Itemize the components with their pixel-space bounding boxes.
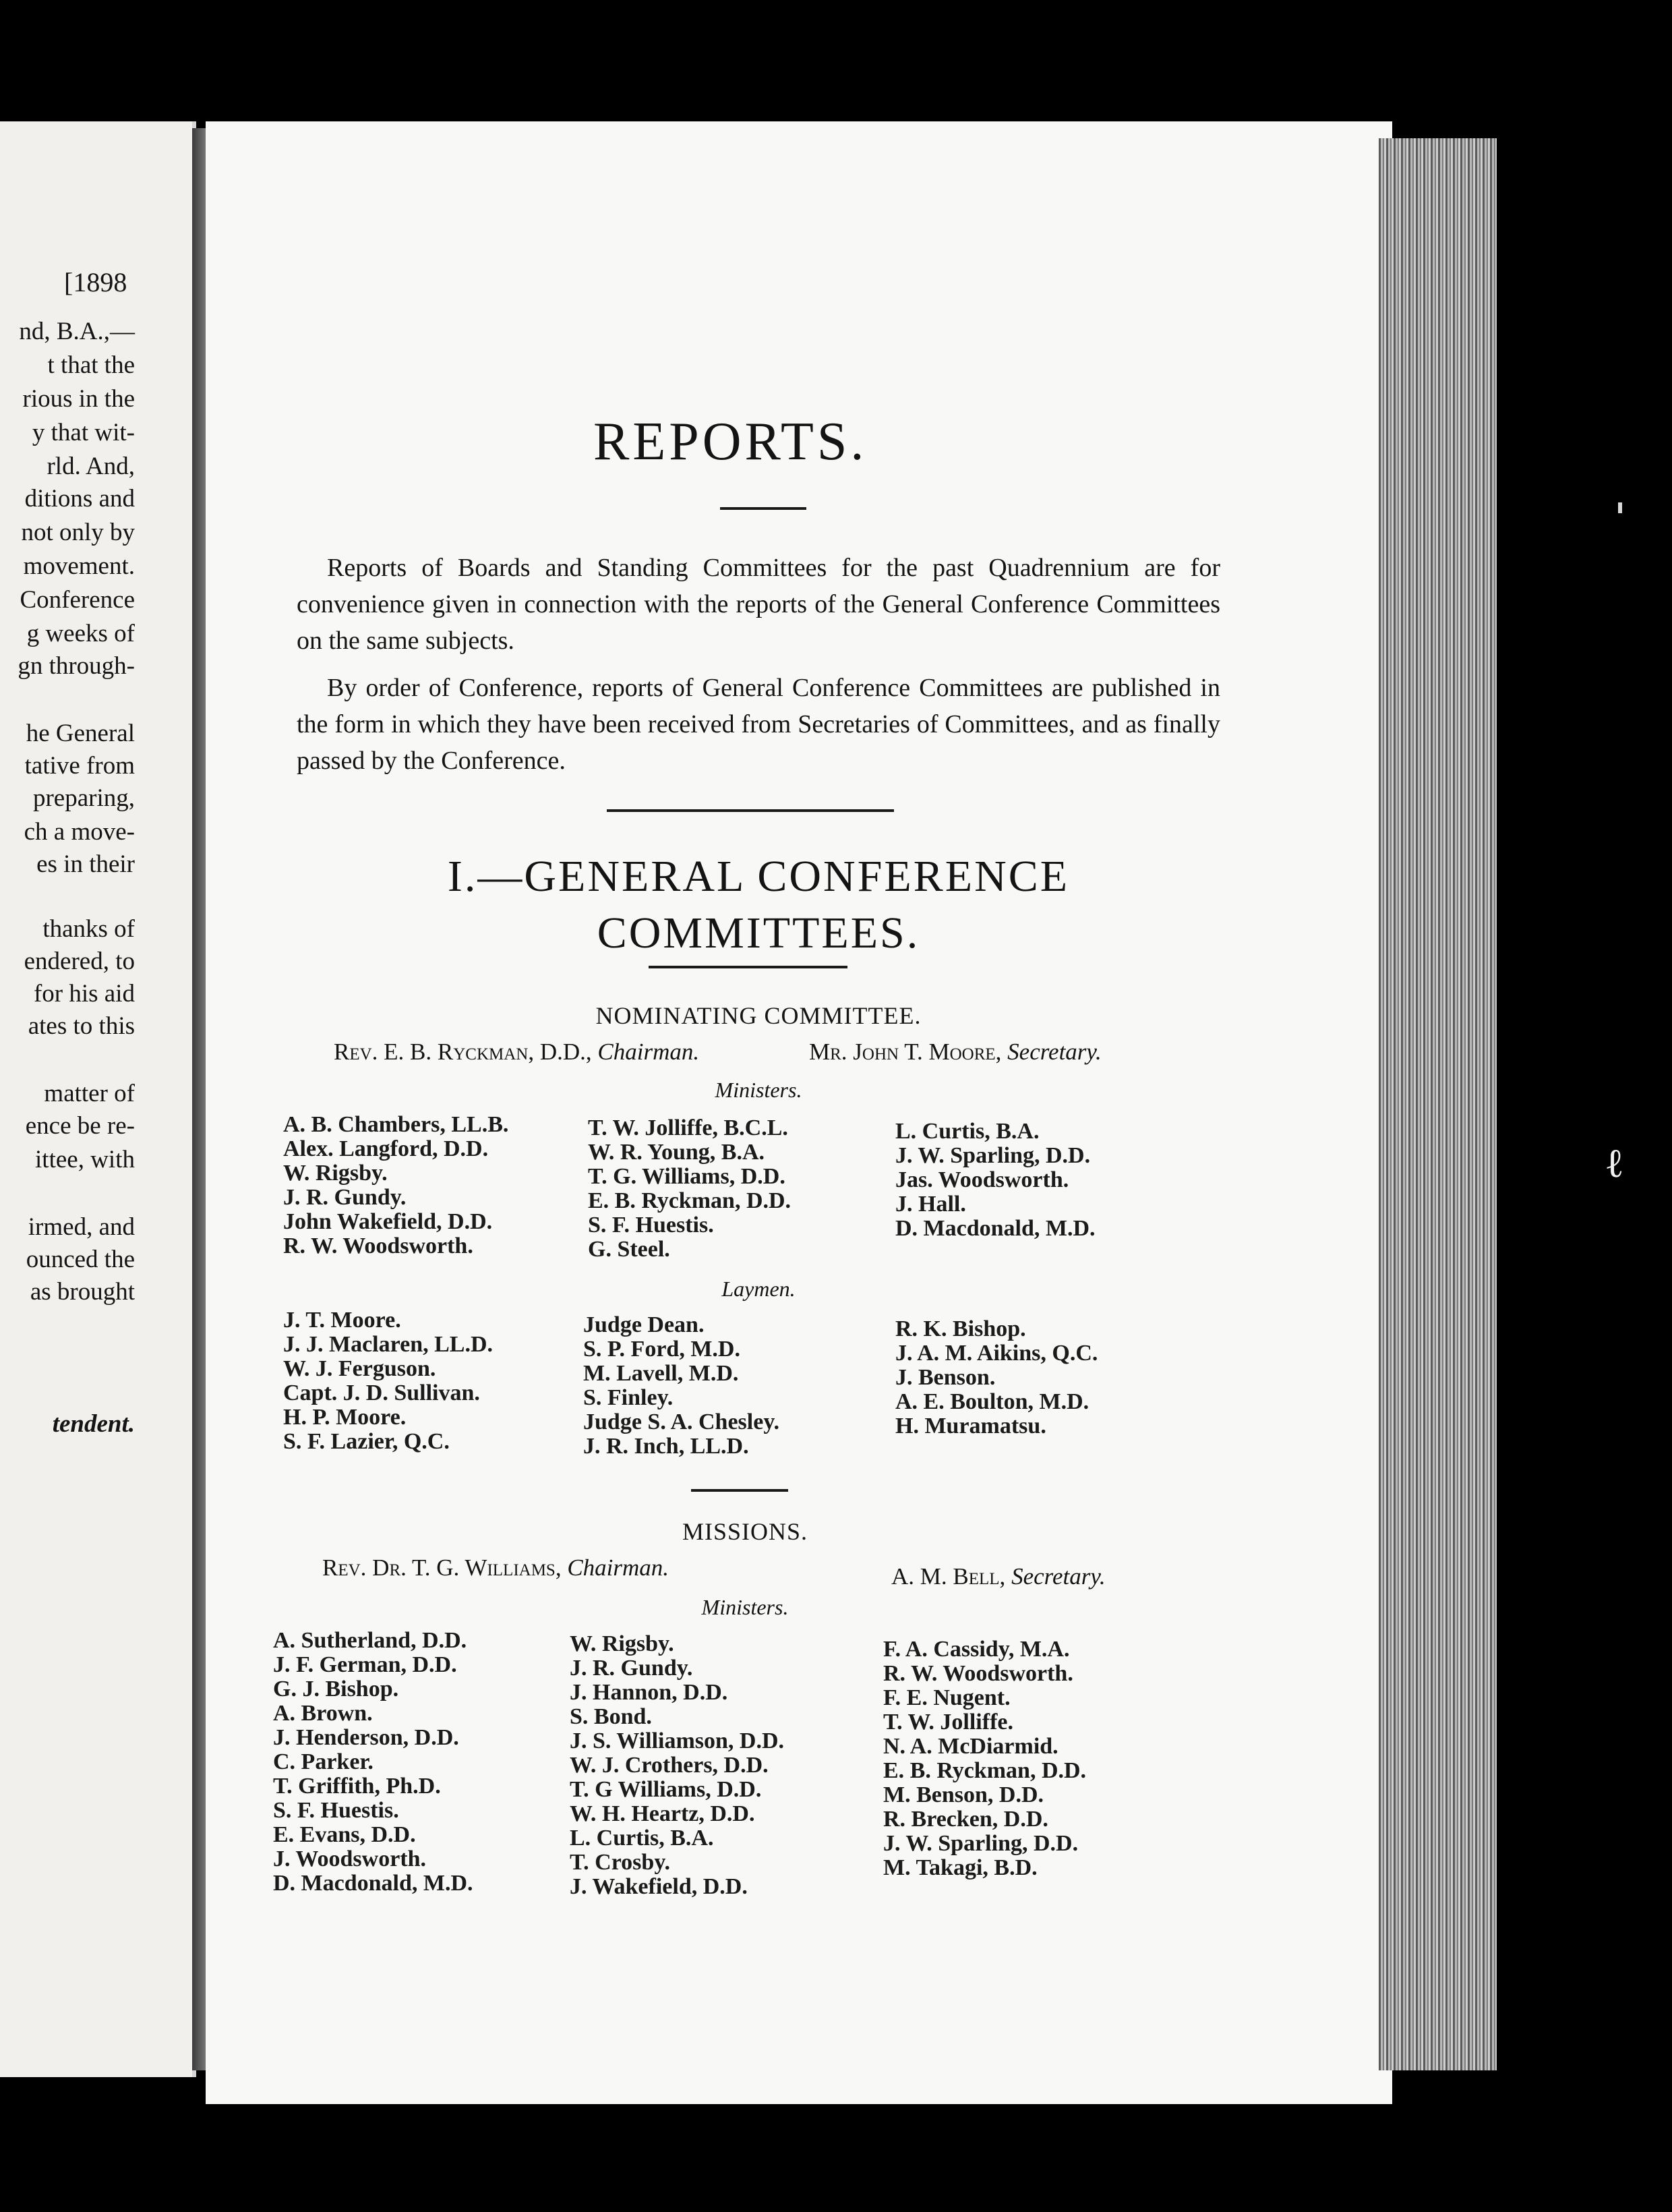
member-name: S. F. Lazier, Q.C. <box>283 1429 450 1454</box>
member-name: S. P. Ford, M.D. <box>583 1337 740 1362</box>
member-name: R. W. Woodsworth. <box>283 1233 473 1258</box>
left-page-line: rious in the <box>22 385 135 413</box>
member-name: W. Rigsby. <box>283 1161 388 1186</box>
member-name: J. Henderson, D.D. <box>273 1725 459 1750</box>
nominating-laymen-col-2 <box>583 1313 779 1459</box>
member-name: S. F. Huestis. <box>588 1213 714 1238</box>
member-name: J. W. Sparling, D.D. <box>883 1831 1079 1856</box>
left-page-line: not only by <box>21 519 135 546</box>
member-name: J. Wakefield, D.D. <box>570 1874 748 1899</box>
left-page-line: g weeks of <box>26 620 135 647</box>
missions-ministers-col-2 <box>570 1632 784 1899</box>
member-name: A. Sutherland, D.D. <box>273 1628 467 1653</box>
member-name: M. Benson, D.D. <box>883 1782 1044 1807</box>
member-name: T. Crosby. <box>570 1850 670 1875</box>
left-page-line: thanks of <box>42 915 135 943</box>
left-page-line: endered, to <box>24 948 135 975</box>
member-name: J. W. Sparling, D.D. <box>895 1143 1091 1168</box>
left-page-line: gn through- <box>18 652 135 680</box>
left-page-line: irmed, and <box>28 1213 135 1241</box>
member-name: Judge Dean. <box>583 1312 705 1337</box>
member-name: A. B. Chambers, LL.B. <box>283 1112 509 1137</box>
nominating-ministers-col-2 <box>588 1116 791 1262</box>
chairman-role: Chairman. <box>597 1039 700 1065</box>
left-page-line: movement. <box>23 552 135 580</box>
member-name: T. G. Williams, D.D. <box>588 1164 785 1189</box>
left-page-line: for his aid <box>33 980 135 1008</box>
chairman-name: Rev. Dr. T. G. Williams, <box>322 1554 562 1581</box>
secretary-name: Mr. John T. Moore, <box>809 1039 1002 1065</box>
chairman-role: Chairman. <box>567 1554 669 1581</box>
left-page-line: ditions and <box>24 485 135 513</box>
left-page-line: as brought <box>30 1278 135 1306</box>
member-name: W. Rigsby. <box>570 1631 674 1656</box>
member-name: L. Curtis, B.A. <box>570 1826 714 1851</box>
member-name: M. Lavell, M.D. <box>583 1361 739 1386</box>
missions-ministers-label: Ministers. <box>701 1595 789 1619</box>
member-name: J. A. M. Aikins, Q.C. <box>895 1341 1098 1366</box>
member-name: T. Griffith, Ph.D. <box>273 1774 441 1799</box>
secretary-name: A. M. Bell, <box>891 1563 1006 1590</box>
member-name: S. Finley. <box>583 1385 674 1410</box>
nominating-chairman <box>334 1039 699 1066</box>
left-page-line: preparing, <box>32 784 135 812</box>
nominating-secretary <box>809 1039 1102 1066</box>
nominating-ministers-col-3 <box>895 1119 1096 1241</box>
left-page-line: Conference <box>20 586 135 614</box>
member-name: J. Woodsworth. <box>273 1846 427 1871</box>
left-page-line: ch a move- <box>24 818 135 846</box>
book-fore-edge <box>1379 138 1497 2070</box>
left-page-line: ounced the <box>26 1246 135 1273</box>
chairman-name: Rev. E. B. Ryckman, D.D., <box>334 1039 592 1065</box>
left-page-line: matter of <box>44 1080 135 1107</box>
member-name: T. W. Jolliffe. <box>883 1710 1013 1735</box>
missions-secretary <box>891 1563 1106 1590</box>
member-name: R. W. Woodsworth. <box>883 1661 1073 1686</box>
member-name: J. Hall. <box>895 1192 966 1217</box>
heading-rule <box>649 966 847 968</box>
member-name: H. P. Moore. <box>283 1405 407 1430</box>
intro-paragraph-2: By order of Conference, reports of General Conference Committees are published in the form in which they have been received from Secretaries of Committees, and as finally passed by the Conference. <box>297 674 1220 775</box>
member-name: M. Takagi, B.D. <box>883 1855 1038 1880</box>
member-name: F. A. Cassidy, M.A. <box>883 1637 1070 1662</box>
nominating-laymen-label: Laymen. <box>721 1277 796 1301</box>
member-name: S. Bond. <box>570 1704 652 1729</box>
nominating-ministers-col-1 <box>283 1113 508 1258</box>
left-page-line: rld. And, <box>47 453 135 480</box>
scan-speck <box>1618 502 1622 513</box>
member-name: F. E. Nugent. <box>883 1685 1011 1710</box>
member-name: N. A. McDiarmid. <box>883 1734 1058 1759</box>
missions-chairman <box>322 1554 669 1581</box>
member-name: J. F. German, D.D. <box>273 1652 457 1677</box>
left-page-line: nd, B.A.,— <box>19 318 135 345</box>
left-page-line: he General <box>26 720 135 747</box>
member-name: W. H. Heartz, D.D. <box>570 1801 755 1826</box>
left-page-fragment <box>0 121 196 2077</box>
margin-pencil-mark: ℓ <box>1605 1140 1624 1187</box>
nominating-committee-title: NOMINATING COMMITTEE. <box>595 1002 922 1029</box>
member-name: D. Macdonald, M.D. <box>895 1216 1096 1241</box>
member-name: J. T. Moore. <box>283 1308 401 1333</box>
section-heading-line-1: I.—GENERAL CONFERENCE <box>447 852 1070 901</box>
member-name: W. J. Crothers, D.D. <box>570 1753 769 1778</box>
member-name: C. Parker. <box>273 1749 374 1774</box>
page-title: REPORTS. <box>593 412 868 471</box>
member-name: S. F. Huestis. <box>273 1798 399 1823</box>
running-head: [1898 <box>64 267 127 297</box>
member-name: J. J. Maclaren, LL.D. <box>283 1332 494 1357</box>
left-page-line: tendent. <box>52 1410 135 1438</box>
member-name: W. R. Young, B.A. <box>588 1140 765 1165</box>
member-name: E. B. Ryckman, D.D. <box>588 1188 792 1213</box>
member-name: E. Evans, D.D. <box>273 1822 416 1847</box>
left-page-line: y that wit- <box>32 419 135 446</box>
member-name: D. Macdonald, M.D. <box>273 1871 473 1896</box>
title-rule <box>720 507 806 510</box>
secretary-role: Secretary. <box>1007 1039 1102 1065</box>
member-name: E. B. Ryckman, D.D. <box>883 1758 1087 1783</box>
member-name: Alex. Langford, D.D. <box>283 1136 489 1161</box>
left-page-line: es in their <box>36 850 135 878</box>
member-name: J. R. Gundy. <box>283 1185 407 1210</box>
member-name: A. E. Boulton, M.D. <box>895 1389 1089 1414</box>
left-page-line: ittee, with <box>35 1146 135 1173</box>
member-name: R. Brecken, D.D. <box>883 1807 1048 1832</box>
left-page-line: ates to this <box>28 1012 135 1040</box>
member-name: G. Steel. <box>588 1237 670 1262</box>
member-name: R. K. Bishop. <box>895 1316 1026 1341</box>
member-name: T. G Williams, D.D. <box>570 1777 762 1802</box>
member-name: G. J. Bishop. <box>273 1677 399 1701</box>
missions-committee-title: MISSIONS. <box>682 1518 808 1545</box>
missions-ministers-col-1 <box>273 1629 473 1896</box>
section-heading-line-2: COMMITTEES. <box>597 908 920 958</box>
secretary-role: Secretary. <box>1011 1563 1106 1590</box>
left-page-line: ence be re- <box>25 1112 135 1140</box>
member-name: J. R. Inch, LL.D. <box>583 1434 749 1459</box>
nominating-ministers-label: Ministers. <box>715 1078 802 1102</box>
left-page-line: tative from <box>24 752 135 780</box>
member-name: J. Benson. <box>895 1365 996 1390</box>
member-name: J. R. Gundy. <box>570 1656 693 1681</box>
member-name: Jas. Woodsworth. <box>895 1167 1069 1192</box>
member-name: Judge S. A. Chesley. <box>583 1409 779 1434</box>
intro-paragraph-1: Reports of Boards and Standing Committees for the past Quadrennium are for convenience given in connection with the reports of the General Conference Committees on the same subjects. <box>297 554 1220 655</box>
member-name: J. Hannon, D.D. <box>570 1680 728 1705</box>
member-name: J. S. Williamson, D.D. <box>570 1728 785 1753</box>
member-name: Capt. J. D. Sullivan. <box>283 1380 480 1405</box>
member-name: T. W. Jolliffe, B.C.L. <box>588 1115 788 1140</box>
left-page-line: t that the <box>47 351 135 379</box>
member-name: H. Muramatsu. <box>895 1414 1046 1438</box>
member-name: L. Curtis, B.A. <box>895 1119 1040 1144</box>
nominating-laymen-col-3 <box>895 1317 1098 1438</box>
member-name: W. J. Ferguson. <box>283 1356 436 1381</box>
nominating-laymen-col-1 <box>283 1308 493 1454</box>
section-rule <box>607 809 894 812</box>
member-name: A. Brown. <box>273 1701 373 1726</box>
member-name: John Wakefield, D.D. <box>283 1209 493 1234</box>
missions-ministers-col-3 <box>883 1637 1086 1880</box>
committee-separator-rule <box>691 1489 788 1492</box>
